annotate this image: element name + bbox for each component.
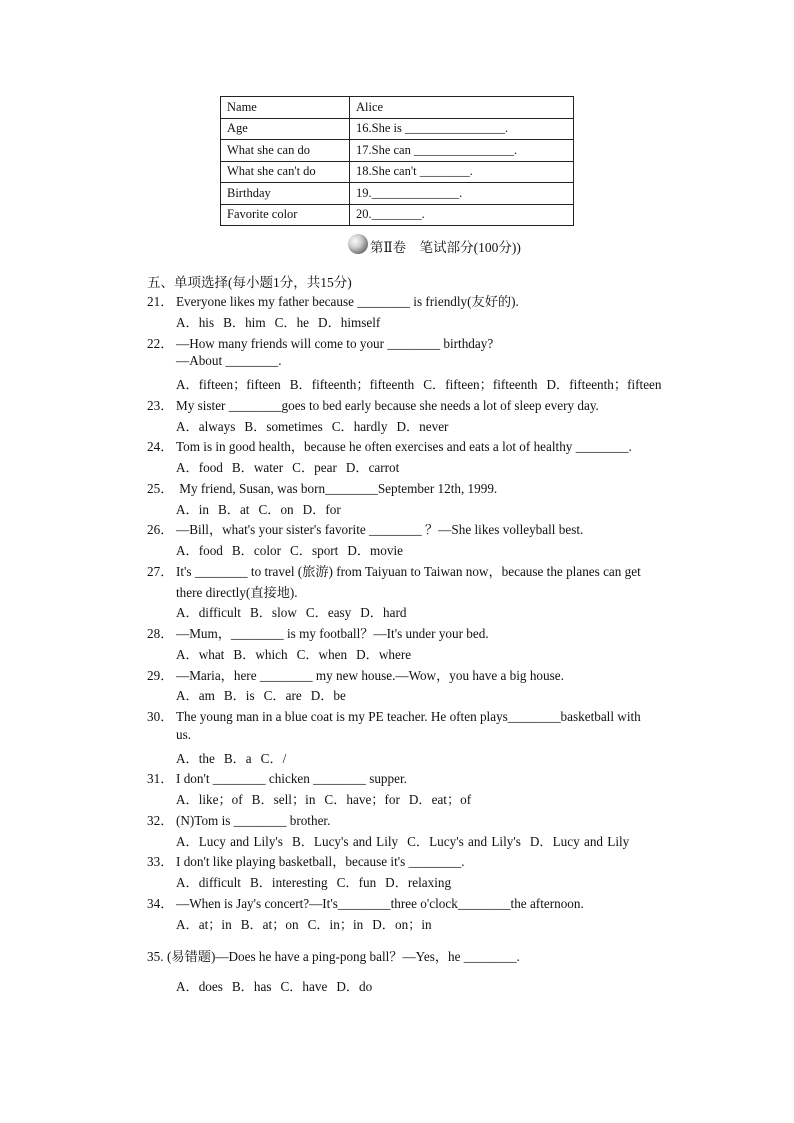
answer-option[interactable]: A．difficult bbox=[176, 875, 241, 890]
table-row bbox=[221, 183, 574, 205]
answer-options bbox=[176, 416, 457, 435]
question-text: —Mum，________ is my football？—It's under your bed. bbox=[176, 626, 489, 641]
question-text: Everyone likes my father because ________ is friendly(友好的). bbox=[176, 294, 519, 309]
question-text: —When is Jay's concert?—It's________three o'clock________the afternoon. bbox=[176, 895, 584, 911]
question-stem bbox=[147, 561, 692, 580]
answer-option[interactable]: B．water bbox=[231, 460, 284, 475]
table-cell-label: Age bbox=[221, 118, 350, 140]
question-number: 31． bbox=[147, 771, 174, 787]
answer-option[interactable]: D．himself bbox=[318, 314, 381, 330]
answer-option[interactable]: B．has bbox=[231, 979, 272, 994]
question-text: It's ________ to travel (旅游) from Taiyuan to Taiwan now，because the planes can get bbox=[176, 563, 641, 579]
question-stem bbox=[147, 946, 692, 965]
answer-option[interactable]: A．the bbox=[176, 750, 215, 766]
answer-option[interactable]: B．which bbox=[233, 646, 288, 662]
table-row bbox=[221, 140, 574, 162]
answer-options bbox=[176, 914, 441, 933]
question-number: 21． bbox=[147, 294, 174, 309]
question-stem bbox=[147, 810, 692, 829]
question-number: 34． bbox=[147, 895, 174, 911]
question-text: —How many friends will come to your ________ birthday? bbox=[176, 335, 494, 351]
answer-option[interactable]: D．eat；of bbox=[408, 792, 472, 807]
answer-options bbox=[176, 374, 671, 393]
answer-option[interactable]: D．relaxing bbox=[385, 875, 452, 890]
question-stem bbox=[147, 623, 692, 642]
question-text: (N)Tom is ________ brother. bbox=[176, 812, 331, 828]
answer-option[interactable]: D．for bbox=[302, 501, 341, 517]
question-text-continued: —About ________. bbox=[176, 353, 282, 369]
answer-option[interactable]: A．in bbox=[176, 501, 209, 517]
answer-option[interactable]: C．fifteen；fifteenth bbox=[423, 377, 538, 392]
answer-option[interactable]: D．fifteenth；fifteen bbox=[546, 377, 662, 392]
answer-options bbox=[176, 789, 480, 808]
question-number: 29． bbox=[147, 667, 174, 683]
answer-option[interactable]: C．pear bbox=[292, 460, 337, 475]
answer-option[interactable]: C．hardly bbox=[331, 418, 388, 434]
answer-options bbox=[176, 602, 415, 621]
table-cell-value: Alice bbox=[350, 97, 574, 119]
answer-option[interactable]: C．sport bbox=[289, 543, 339, 558]
question-number: 25． bbox=[147, 480, 174, 496]
answer-options bbox=[176, 748, 295, 767]
answer-options bbox=[176, 540, 412, 559]
answer-option[interactable]: C．are bbox=[263, 688, 302, 704]
question-text: —Maria，here ________ my new house.—Wow，you have a big house. bbox=[176, 667, 564, 683]
question-number: 28． bbox=[147, 626, 174, 641]
answer-option[interactable]: A．always bbox=[176, 418, 236, 434]
answer-option[interactable]: A．at；in bbox=[176, 916, 232, 932]
answer-option[interactable]: D．Lucy and Lily bbox=[529, 833, 630, 849]
question-number: 22． bbox=[147, 335, 174, 351]
question-number: 35. bbox=[147, 949, 164, 965]
question-stem bbox=[147, 333, 692, 352]
answer-option[interactable]: A．his bbox=[176, 314, 215, 330]
question-number: 26． bbox=[147, 522, 174, 538]
question-number: 24． bbox=[147, 439, 174, 455]
question-text: I don't like playing basketball，because it's ________. bbox=[176, 854, 465, 870]
question-stem bbox=[147, 478, 692, 497]
table-row bbox=[221, 204, 574, 226]
answer-options bbox=[176, 872, 460, 891]
answer-options bbox=[176, 685, 355, 704]
answer-option[interactable]: B．him bbox=[223, 314, 266, 330]
answer-option[interactable]: A．does bbox=[176, 979, 223, 994]
answer-options bbox=[176, 499, 350, 518]
section-heading bbox=[348, 236, 521, 256]
answer-option[interactable]: C．easy bbox=[305, 605, 352, 621]
answer-option[interactable]: A．like；of bbox=[176, 792, 243, 807]
question-text: Tom is in good health，because he often exercises and eats a lot of healthy ________. bbox=[176, 439, 632, 455]
answer-option[interactable]: C．in；in bbox=[307, 916, 364, 932]
table-cell-value: 18.She can't ________. bbox=[350, 161, 574, 183]
answer-option[interactable]: B．Lucy's and Lily bbox=[291, 833, 399, 849]
question-stem bbox=[147, 768, 692, 787]
question-number: 27． bbox=[147, 563, 174, 579]
answer-option[interactable]: D．on；in bbox=[372, 916, 432, 932]
table-cell-value: 19.______________. bbox=[350, 183, 574, 205]
table-cell-label: Favorite color bbox=[221, 204, 350, 226]
table-cell-value: 20.________. bbox=[350, 204, 574, 226]
answer-options bbox=[176, 644, 420, 663]
info-table bbox=[220, 96, 574, 226]
answer-option[interactable]: B．a bbox=[223, 750, 252, 766]
question-stem bbox=[147, 291, 692, 310]
answer-option[interactable]: C．on bbox=[258, 501, 294, 517]
answer-options bbox=[176, 457, 408, 476]
table-cell-label: Birthday bbox=[221, 183, 350, 205]
question-text: (易错题)—Does he have a ping-pong ball？—Yes，he ________. bbox=[167, 949, 520, 965]
answer-option[interactable]: C．when bbox=[296, 646, 348, 662]
question-text-continued: us. bbox=[176, 726, 192, 742]
answer-option[interactable]: B．at；on bbox=[240, 916, 299, 932]
question-text-continued: there directly(直接地). bbox=[176, 584, 298, 600]
answer-option[interactable]: D．where bbox=[356, 646, 412, 662]
answer-option[interactable]: B．sometimes bbox=[244, 418, 323, 434]
answer-option[interactable]: C．have bbox=[280, 979, 328, 994]
question-number: 32． bbox=[147, 812, 174, 828]
answer-option[interactable]: A．food bbox=[176, 460, 223, 475]
answer-option[interactable]: D．do bbox=[336, 979, 373, 994]
question-stem bbox=[147, 395, 692, 414]
answer-option[interactable]: D．never bbox=[396, 418, 449, 434]
table-cell-label: What she can do bbox=[221, 140, 350, 162]
answer-option[interactable]: A．what bbox=[176, 646, 225, 662]
answer-option[interactable]: D．be bbox=[310, 688, 346, 704]
answer-option[interactable]: C．Lucy's and Lily's bbox=[407, 833, 521, 849]
part-title: 五、单项选择(每小题1分，共15分) bbox=[147, 275, 352, 290]
section-heading-text: 第Ⅱ卷 笔试部分(100分)) bbox=[370, 240, 521, 255]
answer-option[interactable]: C．have；for bbox=[324, 792, 400, 807]
table-row bbox=[221, 97, 574, 119]
answer-option[interactable]: D．hard bbox=[360, 605, 407, 621]
question-text: My sister ________goes to bed early because she needs a lot of sleep every day. bbox=[176, 397, 599, 413]
question-text: The young man in a blue coat is my PE teacher. He often plays________basketball with bbox=[176, 709, 641, 724]
question-text: My friend, Susan, was born________September 12th, 1999. bbox=[176, 480, 498, 496]
question-text: I don't ________ chicken ________ supper. bbox=[176, 771, 407, 787]
question-stem bbox=[147, 893, 692, 912]
answer-option[interactable]: D．carrot bbox=[345, 460, 400, 475]
question-number: 23． bbox=[147, 397, 174, 413]
answer-option[interactable]: C．fun bbox=[336, 875, 377, 890]
question-stem bbox=[147, 851, 692, 870]
question-stem bbox=[147, 665, 692, 684]
answer-options bbox=[176, 831, 638, 850]
answer-option[interactable]: B．fifteenth；fifteenth bbox=[289, 377, 415, 392]
answer-option[interactable]: B．sell；in bbox=[251, 792, 316, 807]
answer-option[interactable]: A．am bbox=[176, 688, 215, 704]
answer-option[interactable]: B．interesting bbox=[249, 875, 328, 890]
answer-option[interactable]: A．Lucy and Lily's bbox=[176, 833, 283, 849]
answer-option[interactable]: C．he bbox=[274, 314, 310, 330]
question-stem bbox=[147, 436, 692, 455]
question-stem bbox=[147, 519, 692, 538]
question-stem bbox=[147, 706, 692, 725]
table-cell-label: What she can't do bbox=[221, 161, 350, 183]
answer-option[interactable]: B．at bbox=[217, 501, 250, 517]
table-row bbox=[221, 161, 574, 183]
answer-option[interactable]: D．movie bbox=[347, 543, 404, 558]
ball-icon bbox=[348, 234, 368, 254]
answer-option[interactable]: A．difficult bbox=[176, 605, 241, 621]
question-text: —Bill，what's your sister's favorite ________ ？—She likes volleyball best. bbox=[176, 522, 584, 538]
answer-options bbox=[176, 312, 389, 331]
answer-option[interactable]: B．is bbox=[223, 688, 255, 704]
table-cell-value: 17.She can ________________. bbox=[350, 140, 574, 162]
answer-option[interactable]: B．slow bbox=[249, 605, 297, 621]
table-cell-value: 16.She is ________________. bbox=[350, 118, 574, 140]
answer-option[interactable]: B．color bbox=[231, 543, 281, 558]
answer-options bbox=[176, 976, 381, 995]
answer-option[interactable]: A．food bbox=[176, 543, 223, 558]
answer-option[interactable]: C．/ bbox=[260, 750, 287, 766]
question-number: 33． bbox=[147, 854, 174, 870]
question-number: 30． bbox=[147, 709, 174, 724]
answer-option[interactable]: A．fifteen；fifteen bbox=[176, 377, 281, 392]
table-row bbox=[221, 118, 574, 140]
table-cell-label: Name bbox=[221, 97, 350, 119]
